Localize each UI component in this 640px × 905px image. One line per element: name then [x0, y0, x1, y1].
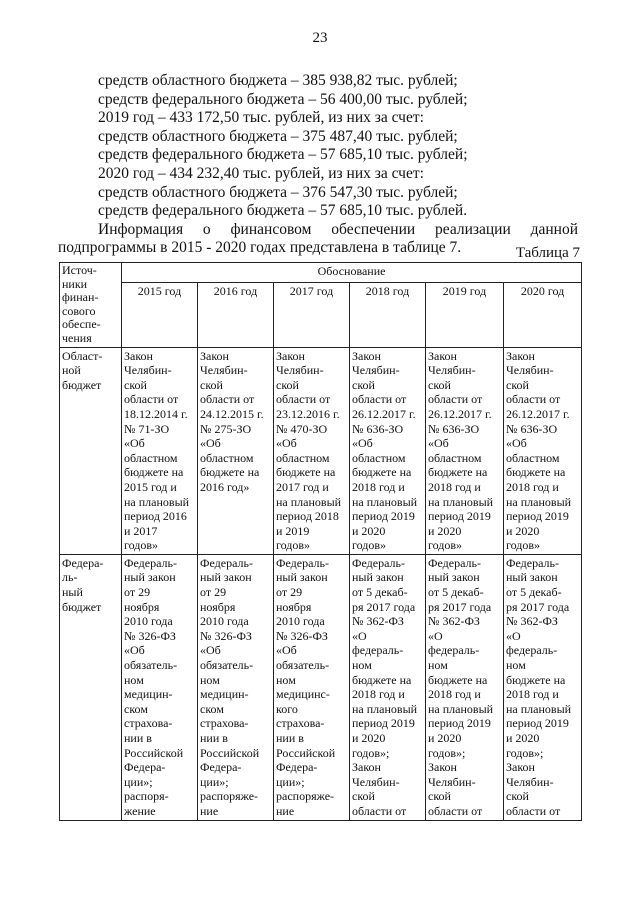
year-cell — [122, 282, 198, 347]
table-cell — [122, 554, 198, 820]
table-cell — [122, 347, 198, 554]
table-cell — [504, 347, 582, 554]
table-cell — [426, 347, 504, 554]
cell-text: Закон Челябин- ской области от 23.12.2016 г. № 470-ЗО «Об областном бюджете на 2017 год и на плановый период 2018 и 2019 годов» — [276, 348, 342, 553]
justification-header: Обоснование — [317, 264, 386, 278]
source-label: Федера- ль- ный бюджет — [62, 555, 104, 614]
years-row — [60, 282, 582, 347]
table-cell — [350, 554, 426, 820]
table-cell — [198, 347, 274, 554]
cell-text: Федераль- ный закон от 5 декаб- ря 2017 года № 362-ФЗ «О федераль- ном бюджете на 2018 год и на плановый период 2019 и 2020 годов»; Закон Челябин- ской области от — [428, 555, 494, 818]
year-cell — [350, 282, 426, 347]
year-cell — [426, 282, 504, 347]
source-header-cell — [60, 263, 122, 348]
table-cell — [274, 347, 350, 554]
text-line: средств федерального бюджета – 57 685,10 тыс. рублей. — [98, 202, 468, 220]
text-line: 2020 год – 434 232,40 тыс. рублей, из них за счет: — [98, 164, 424, 182]
year-cell — [198, 282, 274, 347]
cell-text: Закон Челябин- ской области от 24.12.2015 г. № 275-ЗО «Об областном бюджете на 2016 год» — [200, 348, 264, 494]
table-row-regional-budget — [60, 347, 582, 554]
cell-text: Федераль- ный закон от 29 ноября 2010 года № 326-ФЗ «Об обязатель- ном медицин- ском страхова- нии в Российской Федера- ции»; распоряже- ние — [200, 555, 260, 818]
text-line: средств областного бюджета – 385 938,82 тыс. рублей; — [98, 72, 458, 89]
cell-text: Федераль- ный закон от 5 декаб- ря 2017 года № 362-ФЗ «О федераль- ном бюджете на 2018 год и на плановый период 2019 и 2020 годов»; Закон Челябин- ской области от — [352, 555, 418, 818]
cell-text: Закон Челябин- ской области от 18.12.2014 г. № 71-ЗО «Об областном бюджете на 2015 год и на плановый период 2016 и 2017 годов» — [124, 348, 190, 553]
source-cell — [60, 554, 122, 820]
info-paragraph: Информация о финансовом обеспечении реализации данной подпрограммы в 2015 - 2020 годах представлена в таблице 7. — [58, 220, 578, 257]
year-label: 2019 год — [442, 283, 487, 298]
text-line: средств федерального бюджета – 56 400,00 тыс. рублей; — [98, 90, 468, 108]
cell-text: Закон Челябин- ской области от 26.12.2017 г. № 636-ЗО «Об областном бюджете на 2018 год и на плановый период 2019 и 2020 годов» — [428, 348, 494, 553]
text-line: 2019 год – 433 172,50 тыс. рублей, из них за счет: — [98, 109, 424, 127]
year-label: 2017 год — [289, 283, 334, 298]
table-cell — [350, 347, 426, 554]
year-label: 2016 год — [213, 283, 258, 298]
year-label: 2020 год — [520, 283, 565, 298]
cell-text: Федераль- ный закон от 5 декаб- ря 2017 года № 362-ФЗ «О федераль- ном бюджете на 2018 год и на плановый период 2019 и 2020 годов»; Закон Челябин- ской области от — [506, 555, 572, 818]
cell-text: Федераль- ный закон от 29 ноября 2010 года № 326-ФЗ «Об обязатель- ном медицин- ском страхова- нии в Российской Федера- ции»; распоря- жение — [124, 555, 184, 818]
cell-text: Закон Челябин- ской области от 26.12.2017 г. № 636-ЗО «Об областном бюджете на 2018 год и на плановый период 2019 и 2020 годов» — [352, 348, 418, 553]
text-line: средств областного бюджета – 376 547,30 тыс. рублей; — [98, 183, 458, 201]
table-cell — [198, 554, 274, 820]
table-row-federal-budget — [60, 554, 582, 820]
text-line: средств федерального бюджета – 57 685,10 тыс. рублей; — [98, 146, 468, 164]
cell-text: Закон Челябин- ской области от 26.12.2017 г. № 636-ЗО «Об областном бюджете на 2018 год и на плановый период 2019 и 2020 годов» — [506, 348, 572, 553]
body-text — [58, 72, 578, 258]
year-cell — [504, 282, 582, 347]
table-caption: Таблица 7 — [515, 245, 580, 261]
year-label: 2015 год — [137, 283, 182, 298]
year-label: 2018 год — [365, 283, 410, 298]
table-cell — [504, 554, 582, 820]
text-line: средств областного бюджета – 375 487,40 тыс. рублей; — [98, 127, 458, 145]
page-number: 23 — [312, 30, 328, 46]
source-label: Област- ной бюджет — [62, 348, 103, 392]
table-cell — [274, 554, 350, 820]
source-header: Источ- ники финан- сового обеспе- чения — [62, 263, 101, 345]
table-cell — [426, 554, 504, 820]
financing-table — [59, 262, 582, 821]
table-header-row — [60, 263, 582, 283]
cell-text: Федераль- ный закон от 29 ноября 2010 года № 326-ФЗ «Об обязатель- ном медицинс- кого страхова- нии в Российской Федера- ции»; распоряже- ние — [276, 555, 336, 818]
year-cell — [274, 282, 350, 347]
source-cell — [60, 347, 122, 554]
justification-header-cell — [122, 263, 582, 283]
